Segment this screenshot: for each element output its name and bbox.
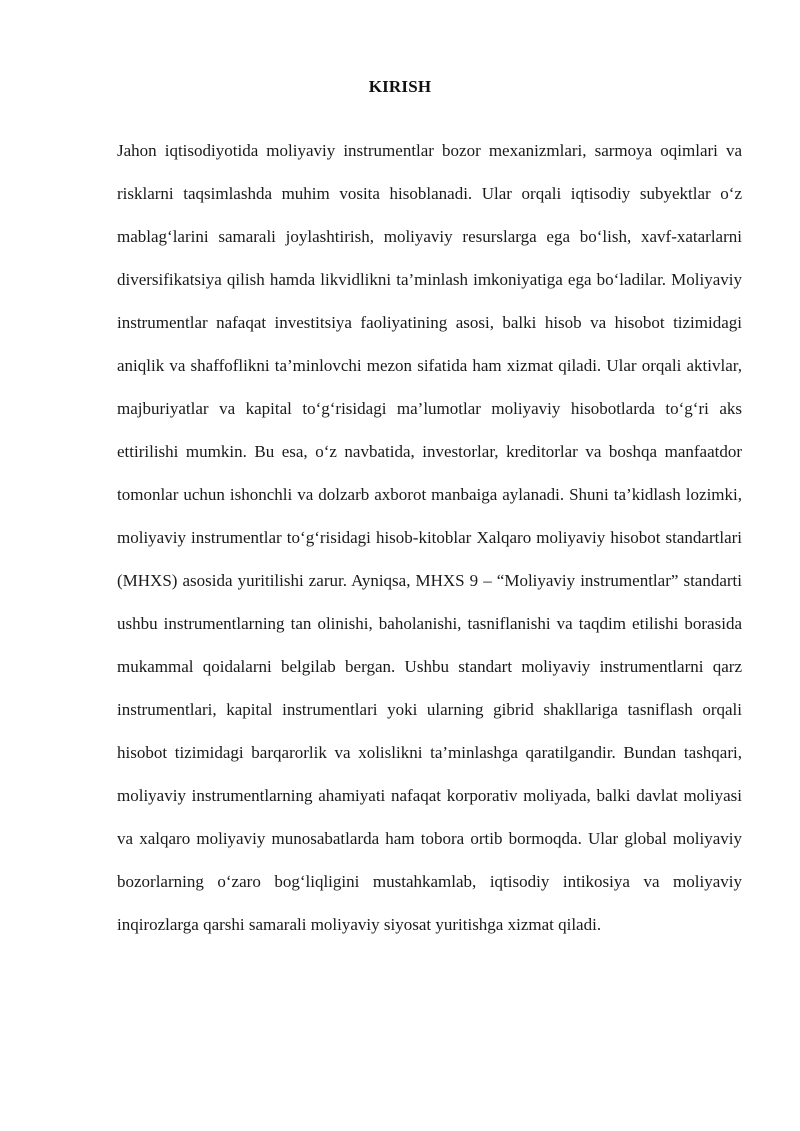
body-paragraph: Jahon iqtisodiyotida moliyaviy instrumentlar bozor mexanizmlari, sarmoya oqimlari va risklarni taqsimlashda muhim vosita hisoblanadi. Ular orqali iqtisodiy subyektlar o‘z mablag‘larini samarali joylashtirish, moliyaviy resurslarga ega bo‘lish, xavf-xatarlarni diversifikatsiya qilish hamda likvidlikni ta’minlash imkoniyatiga ega bo‘ladilar. Moliyaviy instrumentlar nafaqat investitsiya faoliyatining asosi, balki hisob va hisobot tizimidagi aniqlik va shaffoflikni ta’minlovchi mezon sifatida ham xizmat qiladi. Ular orqali aktivlar, majburiyatlar va kapital to‘g‘risidagi ma’lumotlar moliyaviy hisobotlarda to‘g‘ri aks ettirilishi mumkin. Bu esa, o‘z navbatida, investorlar, kreditorlar va boshqa manfaatdor tomonlar uchun ishonchli va dolzarb axborot manbaiga aylanadi. Shuni ta’kidlash lozimki, moliyaviy instrumentlar to‘g‘risidagi hisob-kitoblar Xalqaro moliyaviy hisobot standartlari (MHXS) asosida yuritilishi zarur. Ayniqsa, MHXS 9 – “Moliyaviy instrumentlar” standarti ushbu instrumentlarning tan olinishi, baholanishi, tasniflanishi va taqdim etilishi borasida mukammal qoidalarni belgilab bergan. Ushbu standart moliyaviy instrumentlarni qarz instrumentlari, kapital instrumentlari yoki ularning gibrid shakllariga tasniflash orqali hisobot tizimidagi barqarorlik va xolislikni ta’minlashga qaratilgandir. Bundan tashqari, moliyaviy instrumentlarning ahamiyati nafaqat korporativ moliyada, balki davlat moliyasi va xalqaro moliyaviy munosabatlarda ham tobora ortib bormoqda. Ular global moliyaviy bozorlarning o‘zaro bog‘liqligini mustahkamlab, iqtisodiy intikosiya va moliyaviy inqirozlarga qarshi samarali moliyaviy siyosat yuritishga xizmat qiladi. [117, 141, 742, 934]
section-title: KIRISH [368, 77, 432, 96]
